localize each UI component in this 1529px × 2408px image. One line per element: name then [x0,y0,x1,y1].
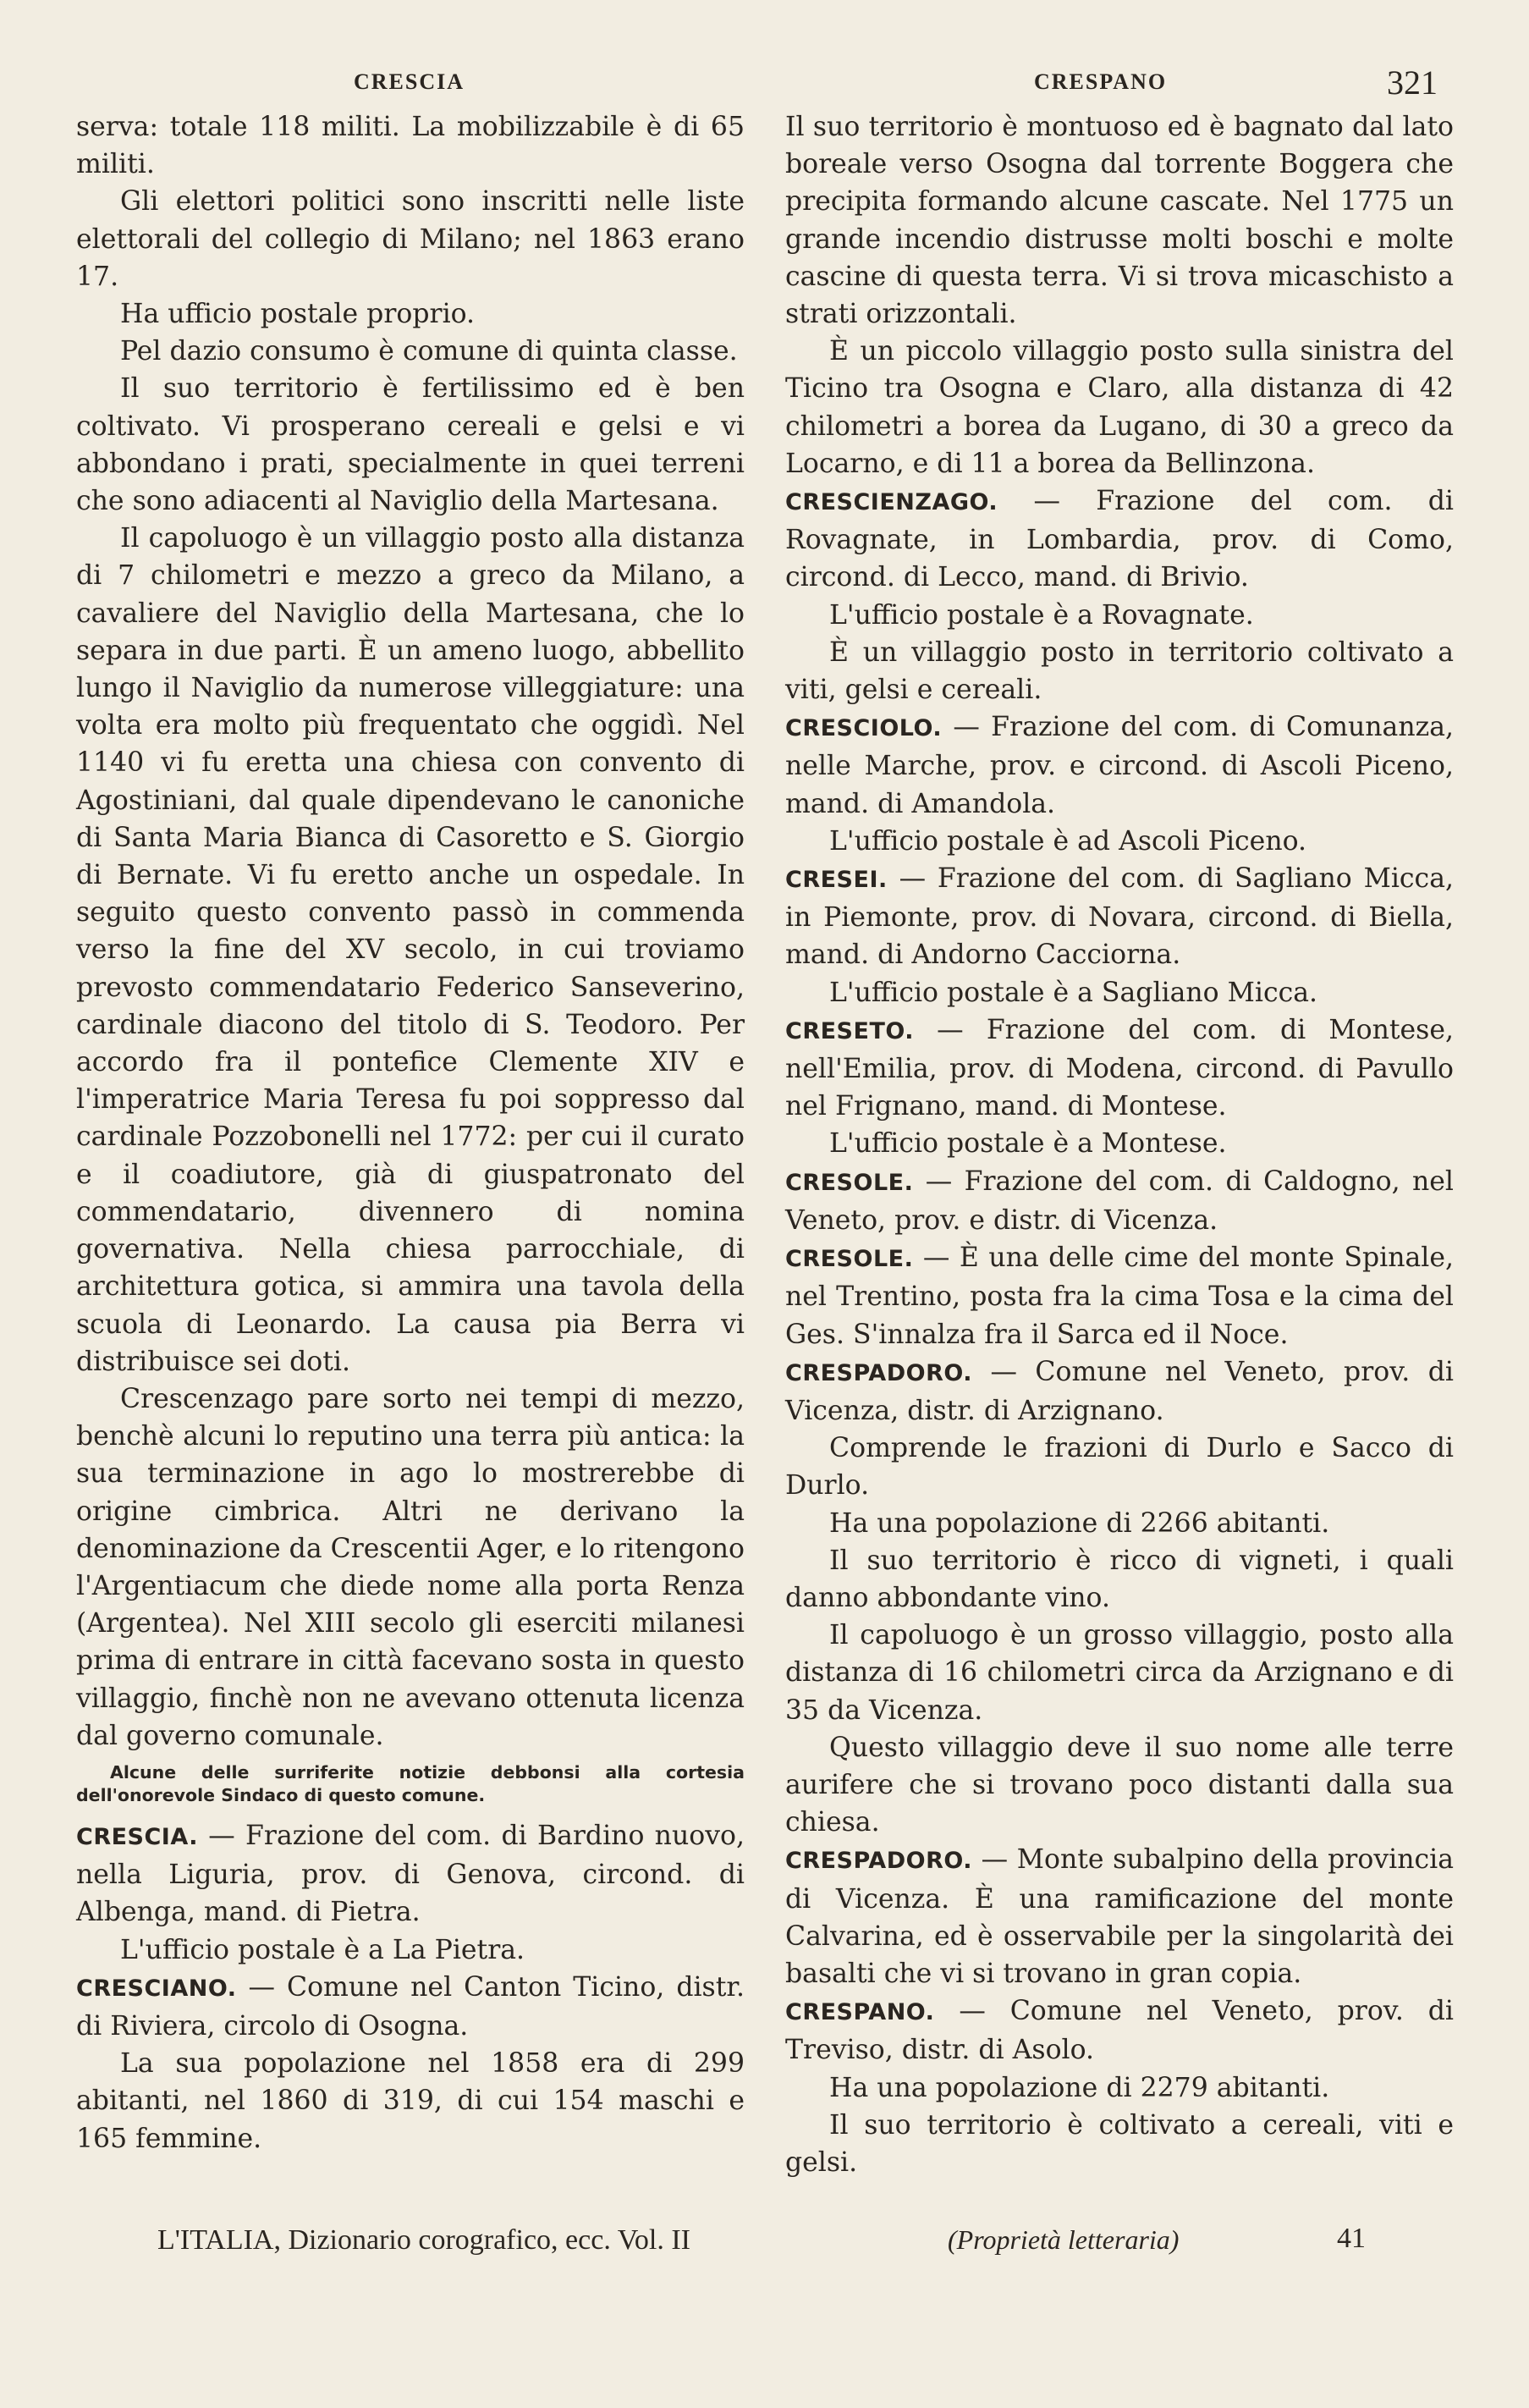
entry-headword: CRESOLE. [785,1246,914,1273]
paragraph: Il suo territorio è ricco di vigneti, i quali danno abbondante vino. [785,1545,1454,1613]
paragraph: Questo villaggio deve il suo nome alle terre aurifere che si trovano poco distanti dalla sua chiesa. [785,1732,1454,1838]
dictionary-entry [785,1353,1454,1430]
dictionary-entry [785,1163,1454,1239]
entry-headword: CRESCIANO. [76,1975,237,2002]
entry-text: — Monte subalpino della provincia di Vicenza. È una ramificazione del monte Calvarina, ed è osservabile per la singolarità dei basalti che vi si trovano in gran copia. [785,1844,1454,1989]
acknowledgement-note: Alcune delle surriferite notizie debbonsi alla cortesia dell'onorevole Sindaco di questo comune. [76,1761,745,1805]
dictionary-entry [785,482,1454,597]
paragraph: Gli elettori politici sono inscritti nelle liste elettorali del collegio di Milano; nel 1863 erano 17. [76,186,745,292]
entry-text: — Comune nel Veneto, prov. di Treviso, distr. di Asolo. [785,1996,1454,2066]
paragraph: L'ufficio postale è a La Pietra. [120,1934,525,1965]
paragraph: serva: totale 118 militi. La mobilizzabile è di 65 militi. [76,112,745,180]
paragraph: Crescenzago pare sorto nei tempi di mezzo, benchè alcuni lo reputino una terra più antica: la sua terminazione in ago lo mostrerebbe di origine cimbrica. Altri ne derivano la denominazione da Crescentii Ager, e lo ritengono l'Argentiacum che diede nome alla porta Renza (Argentea). Nel XIII secolo gli eserciti milanesi prima di entrare in città facevano sosta in questo villaggio, finchè non ne avevano ottenuta licenza dal governo comunale. [76,1383,745,1751]
entry-headword: CRESOLE. [785,1169,914,1196]
entry-text: — Comune nel Veneto, prov. di Vicenza, distr. di Arzignano. [785,1356,1454,1426]
right-column [785,108,1454,2181]
entry-text: — Frazione del com. di Comunanza, nelle Marche, prov. e circond. di Ascoli Piceno, mand. di Amandola. [785,712,1454,819]
paragraph: Il suo territorio è fertilissimo ed è ben coltivato. Vi prosperano cereali e gelsi e vi abbondano i prati, specialmente in quei terreni che sono adiacenti al Naviglio della Martesana. [76,373,745,517]
paragraph: È un piccolo villaggio posto sulla sinistra del Ticino tra Osogna e Claro, alla distanza di 42 chilometri a borea da Lugano, di 30 a greco da Locarno, e di 11 a borea da Bellinzona. [785,336,1454,479]
entry-text: — Frazione del com. di Caldogno, nel Veneto, prov. e distr. di Vicenza. [785,1165,1454,1236]
entry-text: — Frazione del com. di Montese, nell'Emilia, prov. di Modena, circond. di Pavullo nel Frignano, mand. di Montese. [785,1014,1454,1122]
paragraph: L'ufficio postale è a Rovagnate. [829,599,1254,631]
paragraph: Ha una popolazione di 2266 abitanti. [829,1507,1330,1539]
entry-text: — Frazione del com. di Rovagnate, in Lombardia, prov. di Como, circond. di Lecco, mand. di Brivio. [785,486,1454,593]
running-head-right: CRESPANO [1034,69,1168,94]
paragraph: L'ufficio postale è ad Ascoli Piceno. [829,825,1307,857]
paragraph: Ha una popolazione di 2279 abitanti. [829,2072,1330,2103]
dictionary-entry [76,1817,745,1931]
paragraph: Il capoluogo è un grosso villaggio, posto alla distanza di 16 chilometri circa da Arzignano e di 35 da Vicenza. [785,1620,1454,1726]
entry-text: — Frazione del com. di Bardino nuovo, nella Liguria, prov. di Genova, circond. di Albenga, mand. di Pietra. [76,1820,745,1928]
paragraph: L'ufficio postale è a Montese. [829,1128,1227,1160]
paragraph: Comprende le frazioni di Durlo e Sacco di Durlo. [785,1433,1454,1502]
entry-headword: CRESPADORO. [785,1848,972,1875]
paragraph: Il capoluogo è un villaggio posto alla distanza di 7 chilometri e mezzo a greco da Milano, a cavaliere del Naviglio della Martesana, che lo separa in due parti. È un ameno luogo, abbellito lungo il Naviglio da numerose villeggiature: una volta era molto più frequentato che oggidì. Nel 1140 vi fu eretta una chiesa con convento di Agostiniani, dal quale dipendevano le canoniche di Santa Maria Bianca di Casoretto e S. Giorgio di Bernate. Vi fu eretto anche un ospedale. In seguito questo convento passò in commenda verso la fine del XV secolo, in cui troviamo prevosto commendatario Federico Sanseverino, cardinale diacono del titolo di S. Teodoro. Per accordo fra il pontefice Clemente XIV e l'imperatrice Maria Teresa fu poi soppresso dal cardinale Pozzobonelli nel 1772: per cui il curato e il coadiutore, già di giuspatronato del commendatario, divennero di nomina governativa. Nella chiesa parrocchiale, di architettura gotica, si ammira una tavola della scuola di Leonardo. La causa pia Berra vi distribuisce sei doti. [76,523,745,1377]
dictionary-entry [785,1992,1454,2069]
entry-headword: CRESPANO. [785,1999,935,2026]
footer-title: L'ITALIA, Dizionario corografico, ecc. Vol. II [157,2224,690,2256]
dictionary-entry [785,1011,1454,1126]
page-number: 321 [1387,63,1438,102]
dictionary-entry [785,1239,1454,1353]
entry-headword: CRESEI. [785,867,888,894]
entry-text: — Comune nel Canton Ticino, distr. di Riviera, circolo di Osogna. [76,1971,745,2042]
paragraph: L'ufficio postale è a Sagliano Micca. [829,977,1318,1008]
footer-signature: 41 [1337,2223,1366,2254]
dictionary-entry [785,1841,1454,1992]
entry-text: — Frazione del com. di Sagliano Micca, in Piemonte, prov. di Novara, circond. di Biella, mand. di Andorno Cacciorna. [785,863,1454,971]
dictionary-entry [76,1969,745,2045]
entry-headword: CRESCIENZAGO. [785,489,998,516]
paragraph: Il suo territorio è coltivato a cereali, viti e gelsi. [785,2109,1454,2178]
paragraph: La sua popolazione nel 1858 era di 299 abitanti, nel 1860 di 319, di cui 154 maschi e 165 femmine. [76,2048,745,2154]
entry-text: — È una delle cime del monte Spinale, nel Trentino, posta fra la cima Tosa e la cima del Ges. S'innalza fra il Sarca ed il Noce. [785,1243,1454,1350]
dictionary-entry [785,708,1454,823]
paragraph: Pel dazio consumo è comune di quinta classe. [120,336,738,367]
paragraph: Il suo territorio è montuoso ed è bagnato dal lato boreale verso Osogna dal torrente Boggera che precipita formando alcune cascate. Nel 1775 un grande incendio distrusse molti boschi e molte cascine di questa terra. Vi si trova micaschisto a strati orizzontali. [785,112,1454,330]
entry-headword: CRESPADORO. [785,1359,972,1386]
entry-headword: CRESCIA. [76,1823,199,1850]
paragraph: È un villaggio posto in territorio coltivato a viti, gelsi e cereali. [785,636,1454,706]
left-column [76,108,745,2157]
column-divider [766,108,767,2199]
running-head-left: CRESCIA [354,69,465,94]
entry-headword: CRESCIOLO. [785,715,943,742]
paragraph: Ha ufficio postale proprio. [120,299,476,330]
footer-copyright: (Proprietà letteraria) [948,2224,1180,2255]
dictionary-entry [785,860,1454,974]
entry-headword: CRESETO. [785,1017,914,1044]
